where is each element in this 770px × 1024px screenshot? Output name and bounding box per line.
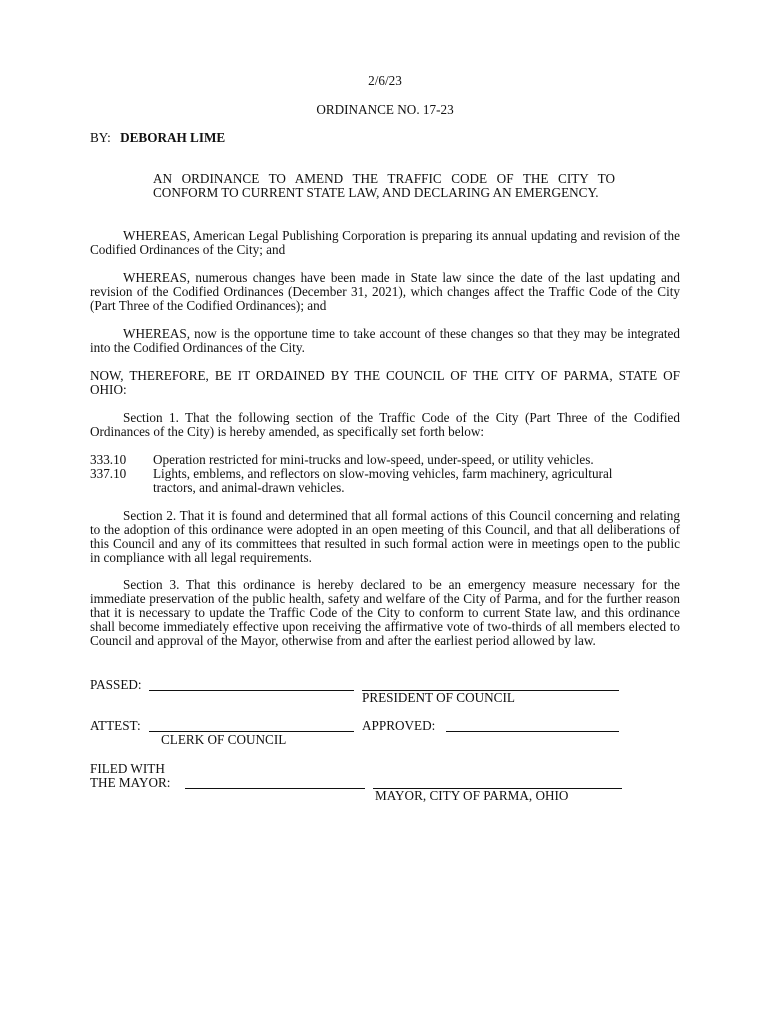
approved-label: APPROVED:	[362, 718, 436, 733]
president-label: PRESIDENT OF COUNCIL	[362, 690, 515, 705]
whereas-paragraph: WHEREAS, numerous changes have been made in State law since the date of the last updating and revision of the Codified Ordinances (December 31, 2021), which changes affect the Traffic Code of the City (Part Three of the Codified Ordinances); and	[90, 270, 680, 313]
attest-label: ATTEST:	[90, 718, 141, 733]
passed-label: PASSED:	[90, 677, 142, 692]
whereas-2	[90, 271, 680, 313]
document-date: 2/6/23	[368, 73, 402, 88]
section-1	[90, 411, 680, 439]
section-2	[90, 509, 680, 565]
passed-signature-line	[149, 690, 354, 691]
approved-signature-line	[446, 731, 619, 732]
whereas-1	[90, 229, 680, 257]
ordinance-number: ORDINANCE NO. 17-23	[316, 102, 454, 117]
filed-signature-line	[185, 788, 365, 789]
sponsor-name: DEBORAH LIME	[120, 130, 226, 145]
mayor-label: MAYOR, CITY OF PARMA, OHIO	[375, 788, 569, 803]
whereas-paragraph: WHEREAS, now is the opportune time to take account of these changes so that they may be integrated into the Codified Ordinances of the City.	[90, 326, 680, 355]
section-3-text: Section 3. That this ordinance is hereby declared to be an emergency measure necessary for the immediate preservation of the public health, safety and welfare of the City of Parma, and for the further reason that it is necessary to update the Traffic Code of the City to conform to current State law, and this ordinance shall become immediately effective upon receiving the affirmative vote of two-thirds of all members elected to Council and approval of the Mayor, otherwise from and after the earliest period allowed by law.	[90, 577, 680, 648]
section-number: 337.10	[90, 466, 127, 481]
whereas-paragraph: WHEREAS, American Legal Publishing Corporation is preparing its annual updating and revision of the Codified Ordinances of the City; and	[90, 228, 680, 257]
clerk-label: CLERK OF COUNCIL	[161, 732, 287, 747]
section-description: Lights, emblems, and reflectors on slow-moving vehicles, farm machinery, agricultural tractors, and animal-drawn vehicles.	[153, 466, 613, 495]
section-3	[90, 578, 680, 648]
section-number: 333.10	[90, 452, 127, 467]
section-2-text: Section 2. That it is found and determined that all formal actions of this Council concerning and relating to the adoption of this ordinance were adopted in an open meeting of this Council, and that all deliberations of this Council and any of its committees that resulted in such formal action were in meetings open to the public in compliance with all legal requirements.	[90, 508, 680, 565]
the-mayor-label: THE MAYOR:	[90, 775, 171, 790]
whereas-3	[90, 327, 680, 355]
by-label: BY:	[90, 130, 111, 145]
filed-with-label: FILED WITH	[90, 761, 165, 776]
ordained-clause: NOW, THEREFORE, BE IT ORDAINED BY THE COUNCIL OF THE CITY OF PARMA, STATE OF OHIO:	[90, 368, 680, 397]
sponsor-line	[90, 131, 225, 145]
section-description: Operation restricted for mini-trucks and low-speed, under-speed, or utility vehicles.	[153, 452, 594, 467]
section-1-text: Section 1. That the following section of the Traffic Code of the City (Part Three of the Codified Ordinances of the City) is hereby amended, as specifically set forth below:	[90, 410, 680, 439]
ordinance-title: AN ORDINANCE TO AMEND THE TRAFFIC CODE OF THE CITY TO CONFORM TO CURRENT STATE LAW, AND DECLARING AN EMERGENCY.	[153, 171, 615, 200]
